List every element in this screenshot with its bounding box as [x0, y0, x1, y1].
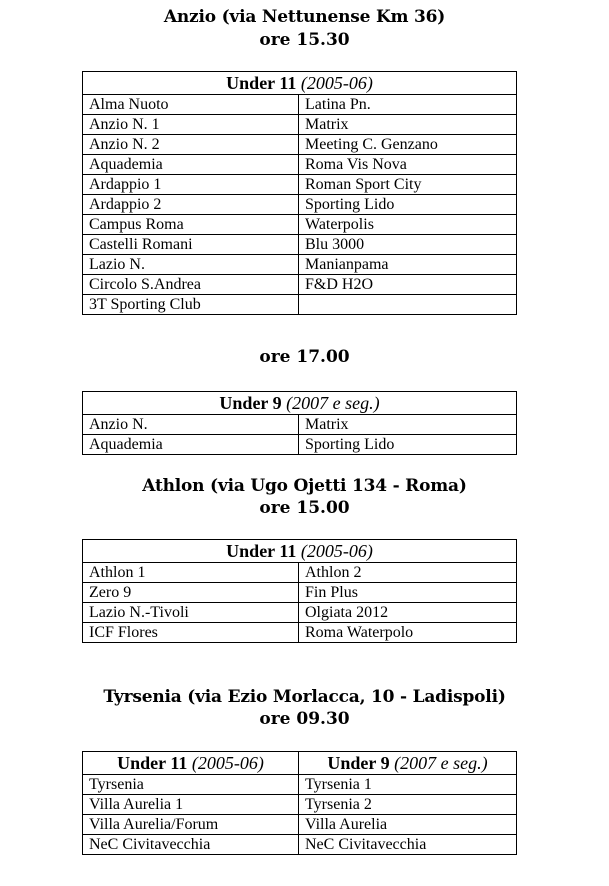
time-athlon: ore 15.00: [259, 498, 350, 518]
table-header-row: [83, 752, 517, 775]
table-row: [83, 115, 517, 135]
category-label: Under 9: [327, 753, 390, 773]
table-header: [83, 392, 517, 415]
team-cell-left: Tyrsenia: [83, 775, 299, 795]
table-header-left: [83, 752, 299, 775]
time-anzio-2: ore 17.00: [259, 347, 350, 367]
team-cell-left: Athlon 1: [83, 563, 299, 583]
team-cell-left: Campus Roma: [83, 215, 299, 235]
table-anzio-under11: [82, 71, 517, 315]
team-cell-right: Latina Pn.: [299, 95, 517, 115]
team-cell-right: [299, 295, 517, 315]
team-cell-right: Sporting Lido: [299, 435, 517, 455]
table-header: [83, 72, 517, 95]
team-cell-left: Castelli Romani: [83, 235, 299, 255]
team-cell-left: Lazio N.: [83, 255, 299, 275]
team-cell-right: Matrix: [299, 415, 517, 435]
team-cell-right: NeC Civitavecchia: [299, 835, 517, 855]
table-row: [83, 775, 517, 795]
table-row: [83, 135, 517, 155]
team-cell-left: Villa Aurelia/Forum: [83, 815, 299, 835]
team-cell-right: F&D H2O: [299, 275, 517, 295]
team-cell-left: Alma Nuoto: [83, 95, 299, 115]
team-cell-right: Tyrsenia 2: [299, 795, 517, 815]
team-cell-right: Manianpama: [299, 255, 517, 275]
team-cell-left: Ardappio 1: [83, 175, 299, 195]
venue-title-anzio: Anzio (via Nettunense Km 36): [163, 7, 446, 27]
venue-title-tyrsenia: Tyrsenia (via Ezio Morlacca, 10 - Ladispoli): [103, 687, 506, 707]
table-row: [83, 175, 517, 195]
category-year: (2005-06): [300, 541, 373, 561]
table-row: [83, 835, 517, 855]
time-anzio-1: ore 15.30: [259, 30, 350, 50]
table-header-row: [83, 72, 517, 95]
category-label: Under 11: [117, 753, 188, 773]
team-cell-left: Circolo S.Andrea: [83, 275, 299, 295]
category-year: (2005-06): [300, 73, 373, 93]
table-header-right: [299, 752, 517, 775]
table-athlon-under11: [82, 539, 517, 643]
table-row: [83, 435, 517, 455]
category-year: (2007 e seg.): [286, 393, 380, 413]
table-row: [83, 95, 517, 115]
table-row: [83, 215, 517, 235]
team-cell-right: Athlon 2: [299, 563, 517, 583]
table-row: [83, 295, 517, 315]
venue-title-athlon: Athlon (via Ugo Ojetti 134 - Roma): [142, 476, 467, 496]
team-cell-right: Fin Plus: [299, 583, 517, 603]
team-cell-left: Anzio N. 1: [83, 115, 299, 135]
team-cell-left: Lazio N.-Tivoli: [83, 603, 299, 623]
category-label: Under 11: [226, 73, 297, 93]
table-row: [83, 795, 517, 815]
table-tyrsenia: [82, 751, 517, 855]
team-cell-left: NeC Civitavecchia: [83, 835, 299, 855]
table-row: [83, 235, 517, 255]
table-row: [83, 155, 517, 175]
table-row: [83, 583, 517, 603]
table-header-row: [83, 392, 517, 415]
category-label: Under 9: [219, 393, 282, 413]
team-cell-right: Blu 3000: [299, 235, 517, 255]
table-anzio-under9: [82, 391, 517, 455]
table-row: [83, 275, 517, 295]
team-cell-left: Anzio N. 2: [83, 135, 299, 155]
team-cell-right: Tyrsenia 1: [299, 775, 517, 795]
table-row: [83, 195, 517, 215]
table-header-row: [83, 540, 517, 563]
team-cell-right: Sporting Lido: [299, 195, 517, 215]
team-cell-right: Waterpolis: [299, 215, 517, 235]
team-cell-right: Matrix: [299, 115, 517, 135]
team-cell-right: Villa Aurelia: [299, 815, 517, 835]
team-cell-right: Roma Vis Nova: [299, 155, 517, 175]
table-row: [83, 603, 517, 623]
team-cell-left: 3T Sporting Club: [83, 295, 299, 315]
team-cell-left: Ardappio 2: [83, 195, 299, 215]
table-row: [83, 415, 517, 435]
team-cell-right: Meeting C. Genzano: [299, 135, 517, 155]
time-tyrsenia: ore 09.30: [259, 709, 350, 729]
table-row: [83, 623, 517, 643]
category-year: (2007 e seg.): [394, 753, 488, 773]
team-cell-left: Villa Aurelia 1: [83, 795, 299, 815]
table-row: [83, 563, 517, 583]
team-cell-left: Anzio N.: [83, 415, 299, 435]
team-cell-right: Roma Waterpolo: [299, 623, 517, 643]
table-row: [83, 815, 517, 835]
team-cell-right: Olgiata 2012: [299, 603, 517, 623]
table-header: [83, 540, 517, 563]
team-cell-left: ICF Flores: [83, 623, 299, 643]
category-label: Under 11: [226, 541, 297, 561]
team-cell-right: Roman Sport City: [299, 175, 517, 195]
team-cell-left: Aquademia: [83, 435, 299, 455]
category-year: (2005-06): [191, 753, 264, 773]
team-cell-left: Aquademia: [83, 155, 299, 175]
table-row: [83, 255, 517, 275]
team-cell-left: Zero 9: [83, 583, 299, 603]
